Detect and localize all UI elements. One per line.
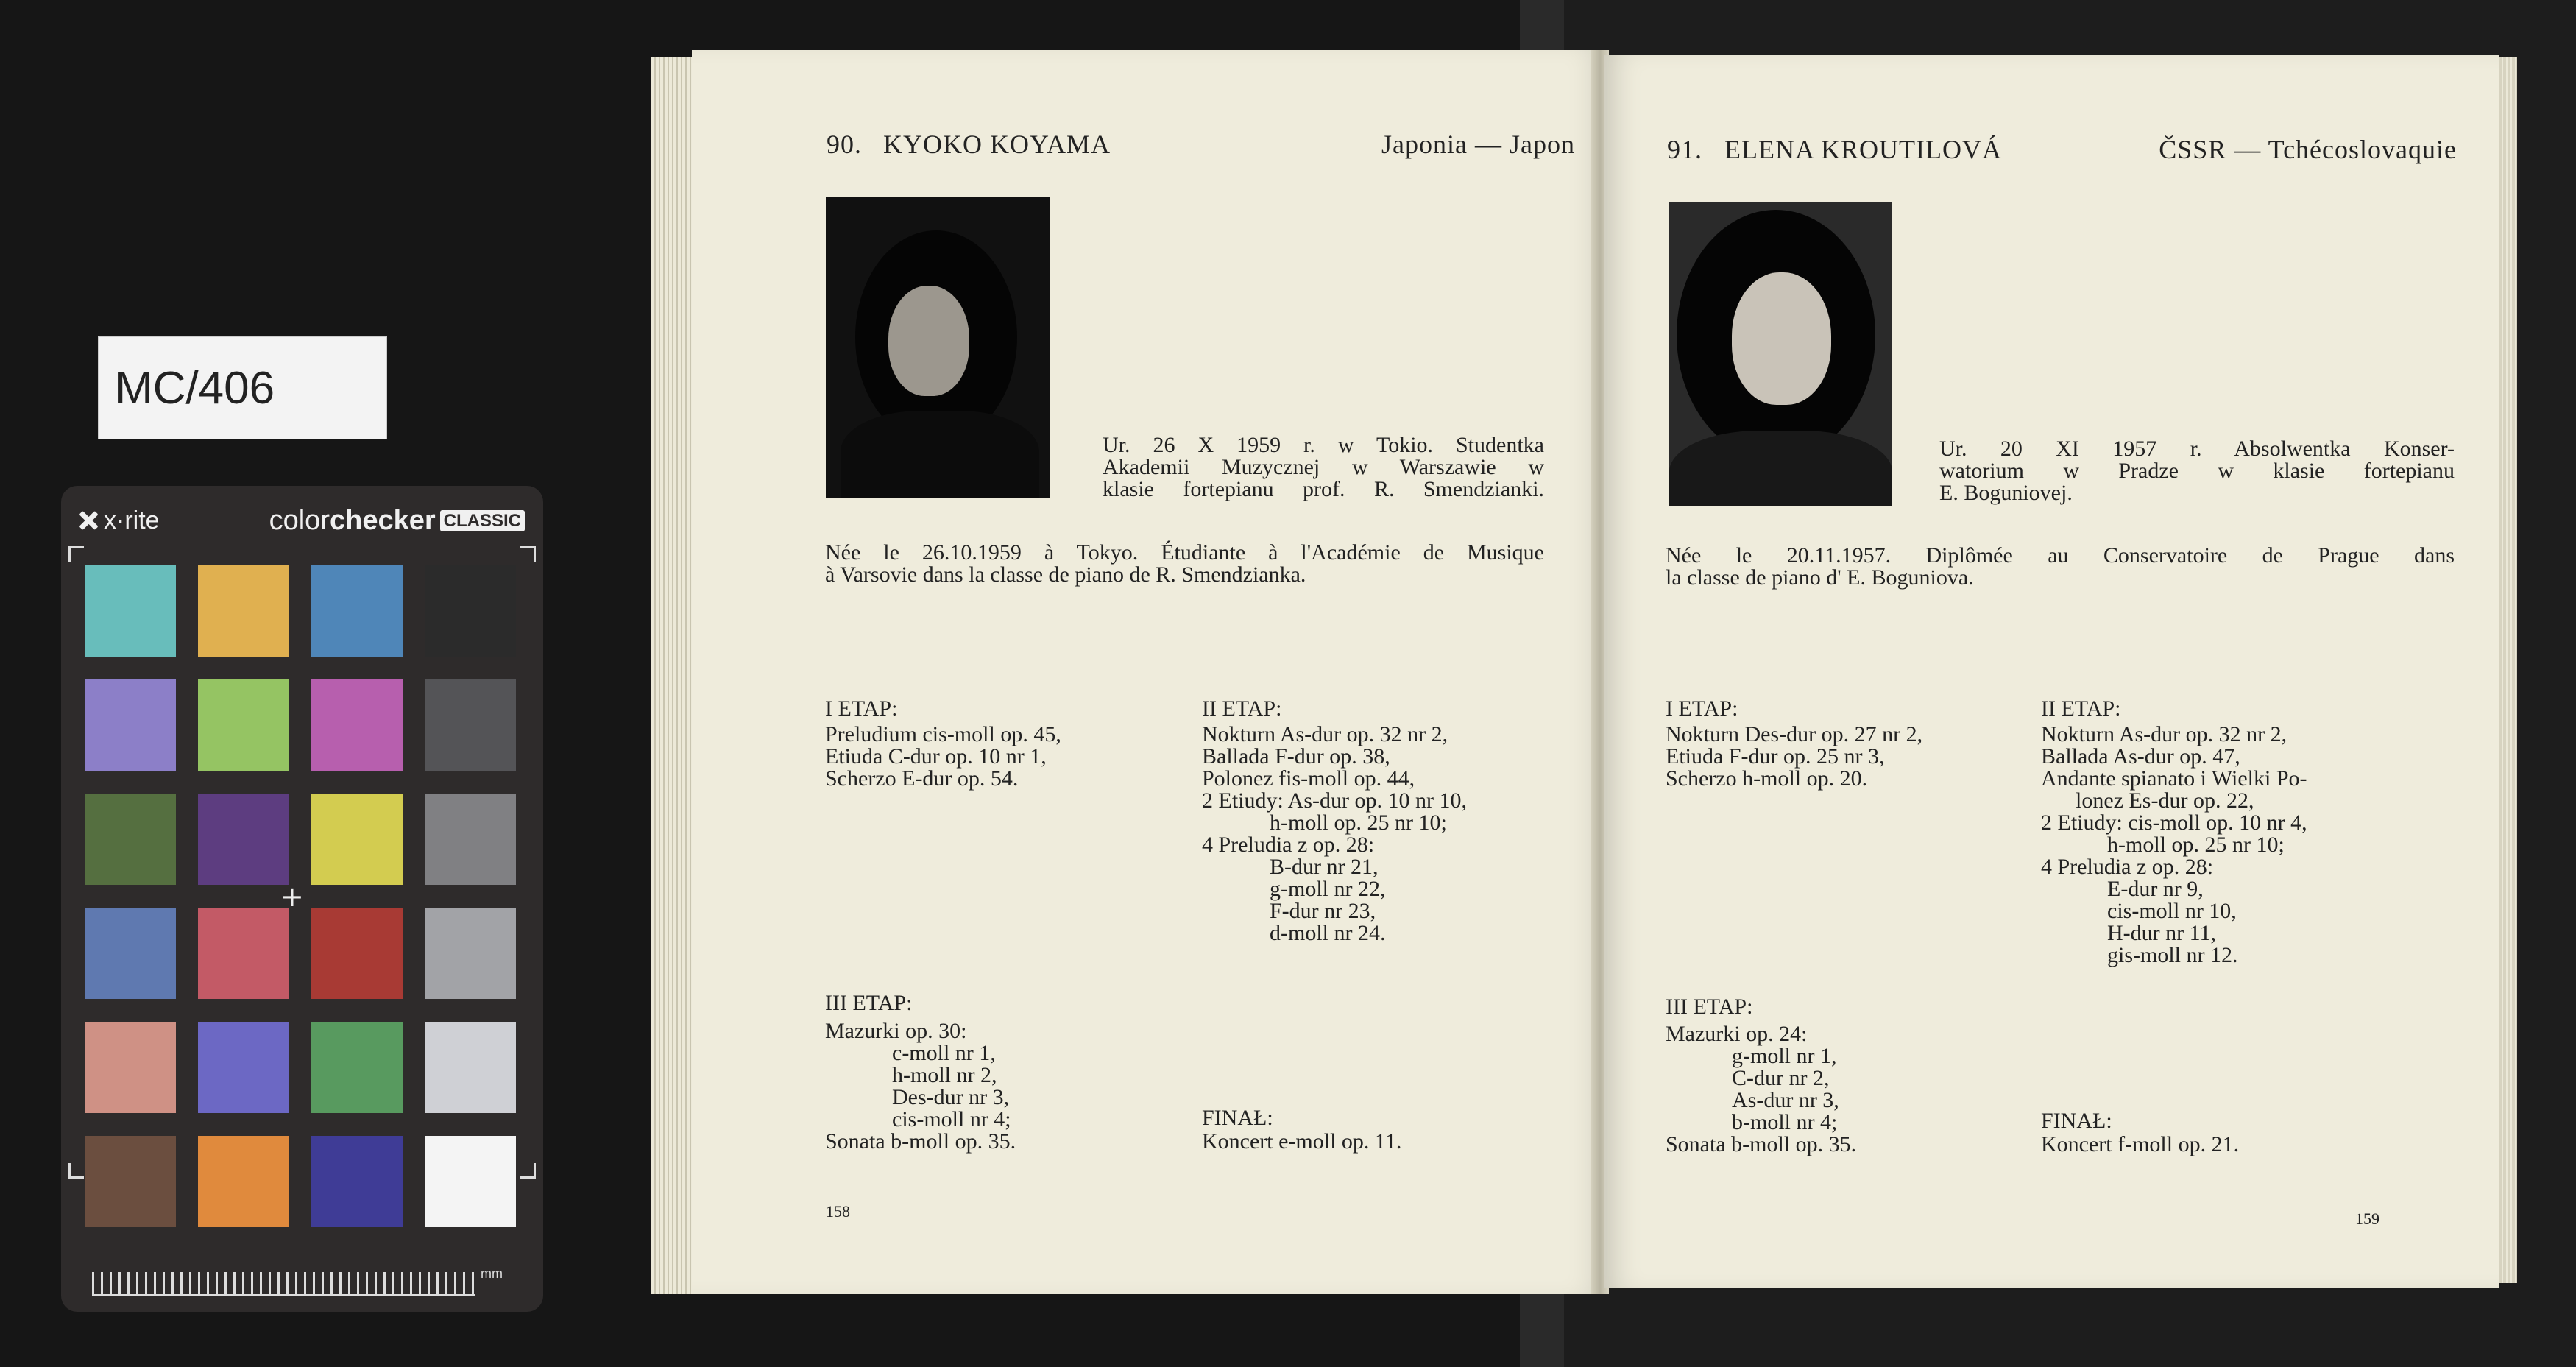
competitor-name: ELENA KROUTILOVÁ <box>1724 135 2002 164</box>
repertoire-line: h-moll nr 2, <box>892 1063 997 1087</box>
classic-badge: CLASSIC <box>440 510 525 531</box>
repertoire-line: Scherzo h-moll op. 20. <box>1666 766 1868 791</box>
color-patch <box>85 908 176 999</box>
competitor-name: KYOKO KOYAMA <box>883 130 1111 159</box>
color-patch <box>425 565 516 657</box>
repertoire-line: Etiuda F-dur op. 25 nr 3, <box>1666 744 1885 769</box>
archive-label: MC/406 <box>98 336 387 439</box>
bio-polish-line: klasie fortepianu prof. R. Smendzianki. <box>1103 477 1544 501</box>
repertoire-line: g-moll nr 22, <box>1270 877 1386 901</box>
repertoire-line: h-moll op. 25 nr 10; <box>1270 810 1447 835</box>
entry-number: 90. <box>827 130 862 159</box>
repertoire-line: Etiuda C-dur op. 10 nr 1, <box>825 744 1047 769</box>
repertoire-line: Nokturn As-dur op. 32 nr 2, <box>1202 722 1448 746</box>
repertoire-line: h-moll op. 25 nr 10; <box>2107 833 2285 857</box>
competitor-country: ČSSR — Tchécoslovaquie <box>2159 135 2457 164</box>
bio-polish-line: Ur. 20 XI 1957 r. Absolwentka Konser- <box>1939 437 2455 461</box>
repertoire-line: gis-moll nr 12. <box>2107 943 2238 967</box>
stage-2-title: II ETAP: <box>1202 696 1282 721</box>
corner-mark-icon <box>68 1163 84 1179</box>
color-patch <box>425 794 516 885</box>
color-patch <box>425 1136 516 1227</box>
stage-1-title: I ETAP: <box>825 696 898 721</box>
competitor-country: Japonia — Japon <box>1381 130 1575 159</box>
color-patch <box>311 908 403 999</box>
repertoire-line: C-dur nr 2, <box>1732 1066 1830 1090</box>
repertoire-line: cis-moll nr 4; <box>892 1107 1011 1131</box>
color-patch <box>85 1136 176 1227</box>
entry-number: 91. <box>1667 135 1702 164</box>
colorchecker-title: colorchecker CLASSIC <box>269 505 525 537</box>
repertoire-line: 2 Etiudy: As-dur op. 10 nr 10, <box>1202 788 1467 813</box>
repertoire-line: lonez Es-dur op. 22, <box>2076 788 2254 813</box>
repertoire-line: Nokturn As-dur op. 32 nr 2, <box>2041 722 2287 746</box>
corner-mark-icon <box>520 1163 536 1179</box>
color-patch <box>85 794 176 885</box>
repertoire-line: F-dur nr 23, <box>1270 899 1376 923</box>
final-piece: Koncert e-moll op. 11. <box>1202 1129 1402 1154</box>
repertoire-line: 2 Etiudy: cis-moll op. 10 nr 4, <box>2041 810 2307 835</box>
repertoire-line: g-moll nr 1, <box>1732 1044 1837 1068</box>
color-patch <box>198 1022 289 1113</box>
color-patch <box>198 908 289 999</box>
repertoire-line: c-moll nr 1, <box>892 1041 996 1065</box>
portrait-photo <box>826 197 1050 498</box>
repertoire-line: Preludium cis-moll op. 45, <box>825 722 1061 746</box>
crosshair-icon: + <box>280 880 304 913</box>
bio-polish-line: E. Boguniovej. <box>1939 481 2073 505</box>
color-patch <box>425 908 516 999</box>
left-page <box>692 50 1604 1294</box>
color-patch <box>311 794 403 885</box>
repertoire-line: Mazurki op. 30: <box>825 1019 967 1043</box>
final-title: FINAŁ: <box>2041 1109 2112 1133</box>
ruler-unit: mm <box>481 1266 503 1281</box>
page-number: 159 <box>2355 1209 2379 1228</box>
repertoire-line: Ballada As-dur op. 47, <box>2041 744 2240 769</box>
color-patch <box>311 1022 403 1113</box>
corner-mark-icon <box>68 546 84 562</box>
repertoire-line: Mazurki op. 24: <box>1666 1022 1808 1046</box>
xrite-x-icon <box>77 509 99 531</box>
bio-polish-line: Ur. 26 X 1959 r. w Tokio. Studentka <box>1103 433 1544 457</box>
color-patch <box>311 1136 403 1227</box>
color-patch <box>198 565 289 657</box>
repertoire-line: d-moll nr 24. <box>1270 921 1386 945</box>
color-patch <box>311 679 403 771</box>
bio-polish-line: watorium w Pradze w klasie fortepianu <box>1939 459 2455 483</box>
bio-french-line: Née le 26.10.1959 à Tokyo. Étudiante à l'Académie de Musique <box>825 540 1544 565</box>
bio-polish-line: Akademii Muzycznej w Warszawie w <box>1103 455 1544 479</box>
stage-2-title: II ETAP: <box>2041 696 2121 721</box>
stage-3-title: III ETAP: <box>825 991 913 1015</box>
repertoire-line: Ballada F-dur op. 38, <box>1202 744 1390 769</box>
color-patch <box>85 679 176 771</box>
repertoire-line: Andante spianato i Wielki Po- <box>2041 766 2307 791</box>
color-patch <box>425 679 516 771</box>
page-number: 158 <box>826 1202 850 1221</box>
repertoire-line: H-dur nr 11, <box>2107 921 2217 945</box>
mm-ruler <box>92 1272 475 1296</box>
book-page-edges-right <box>2499 57 2517 1283</box>
color-patch <box>311 565 403 657</box>
repertoire-line: B-dur nr 21, <box>1270 855 1379 879</box>
repertoire-line: Scherzo E-dur op. 54. <box>825 766 1019 791</box>
repertoire-line: 4 Preludia z op. 28: <box>2041 855 2214 879</box>
repertoire-line: As-dur nr 3, <box>1732 1088 1839 1112</box>
repertoire-line: Polonez fis-moll op. 44, <box>1202 766 1415 791</box>
repertoire-line: 4 Preludia z op. 28: <box>1202 833 1375 857</box>
portrait-photo <box>1669 202 1892 506</box>
corner-mark-icon <box>520 546 536 562</box>
repertoire-line: Des-dur nr 3, <box>892 1085 1010 1109</box>
repertoire-line: Sonata b-moll op. 35. <box>1666 1132 1857 1156</box>
color-patch <box>85 565 176 657</box>
xrite-logo: x·rite <box>77 506 160 535</box>
stage-3-title: III ETAP: <box>1666 995 1753 1019</box>
color-patch <box>198 679 289 771</box>
final-piece: Koncert f-moll op. 21. <box>2041 1132 2240 1156</box>
bio-french-line: la classe de piano d' E. Boguniova. <box>1666 565 1974 590</box>
repertoire-line: Nokturn Des-dur op. 27 nr 2, <box>1666 722 1923 746</box>
color-patch <box>198 1136 289 1227</box>
right-page <box>1604 55 2499 1288</box>
stage-1-title: I ETAP: <box>1666 696 1738 721</box>
book-page-edges-left <box>651 57 696 1294</box>
color-patch <box>198 794 289 885</box>
final-title: FINAŁ: <box>1202 1106 1273 1130</box>
repertoire-line: E-dur nr 9, <box>2107 877 2204 901</box>
color-checker-card <box>61 486 543 1312</box>
color-patch <box>425 1022 516 1113</box>
bio-french-line: Née le 20.11.1957. Diplômée au Conservatoire de Prague dans <box>1666 543 2455 568</box>
repertoire-line: cis-moll nr 10, <box>2107 899 2237 923</box>
bio-french-line: à Varsovie dans la classe de piano de R. Smendzianka. <box>825 562 1306 587</box>
color-patch <box>85 1022 176 1113</box>
repertoire-line: b-moll nr 4; <box>1732 1110 1838 1134</box>
repertoire-line: Sonata b-moll op. 35. <box>825 1129 1016 1154</box>
